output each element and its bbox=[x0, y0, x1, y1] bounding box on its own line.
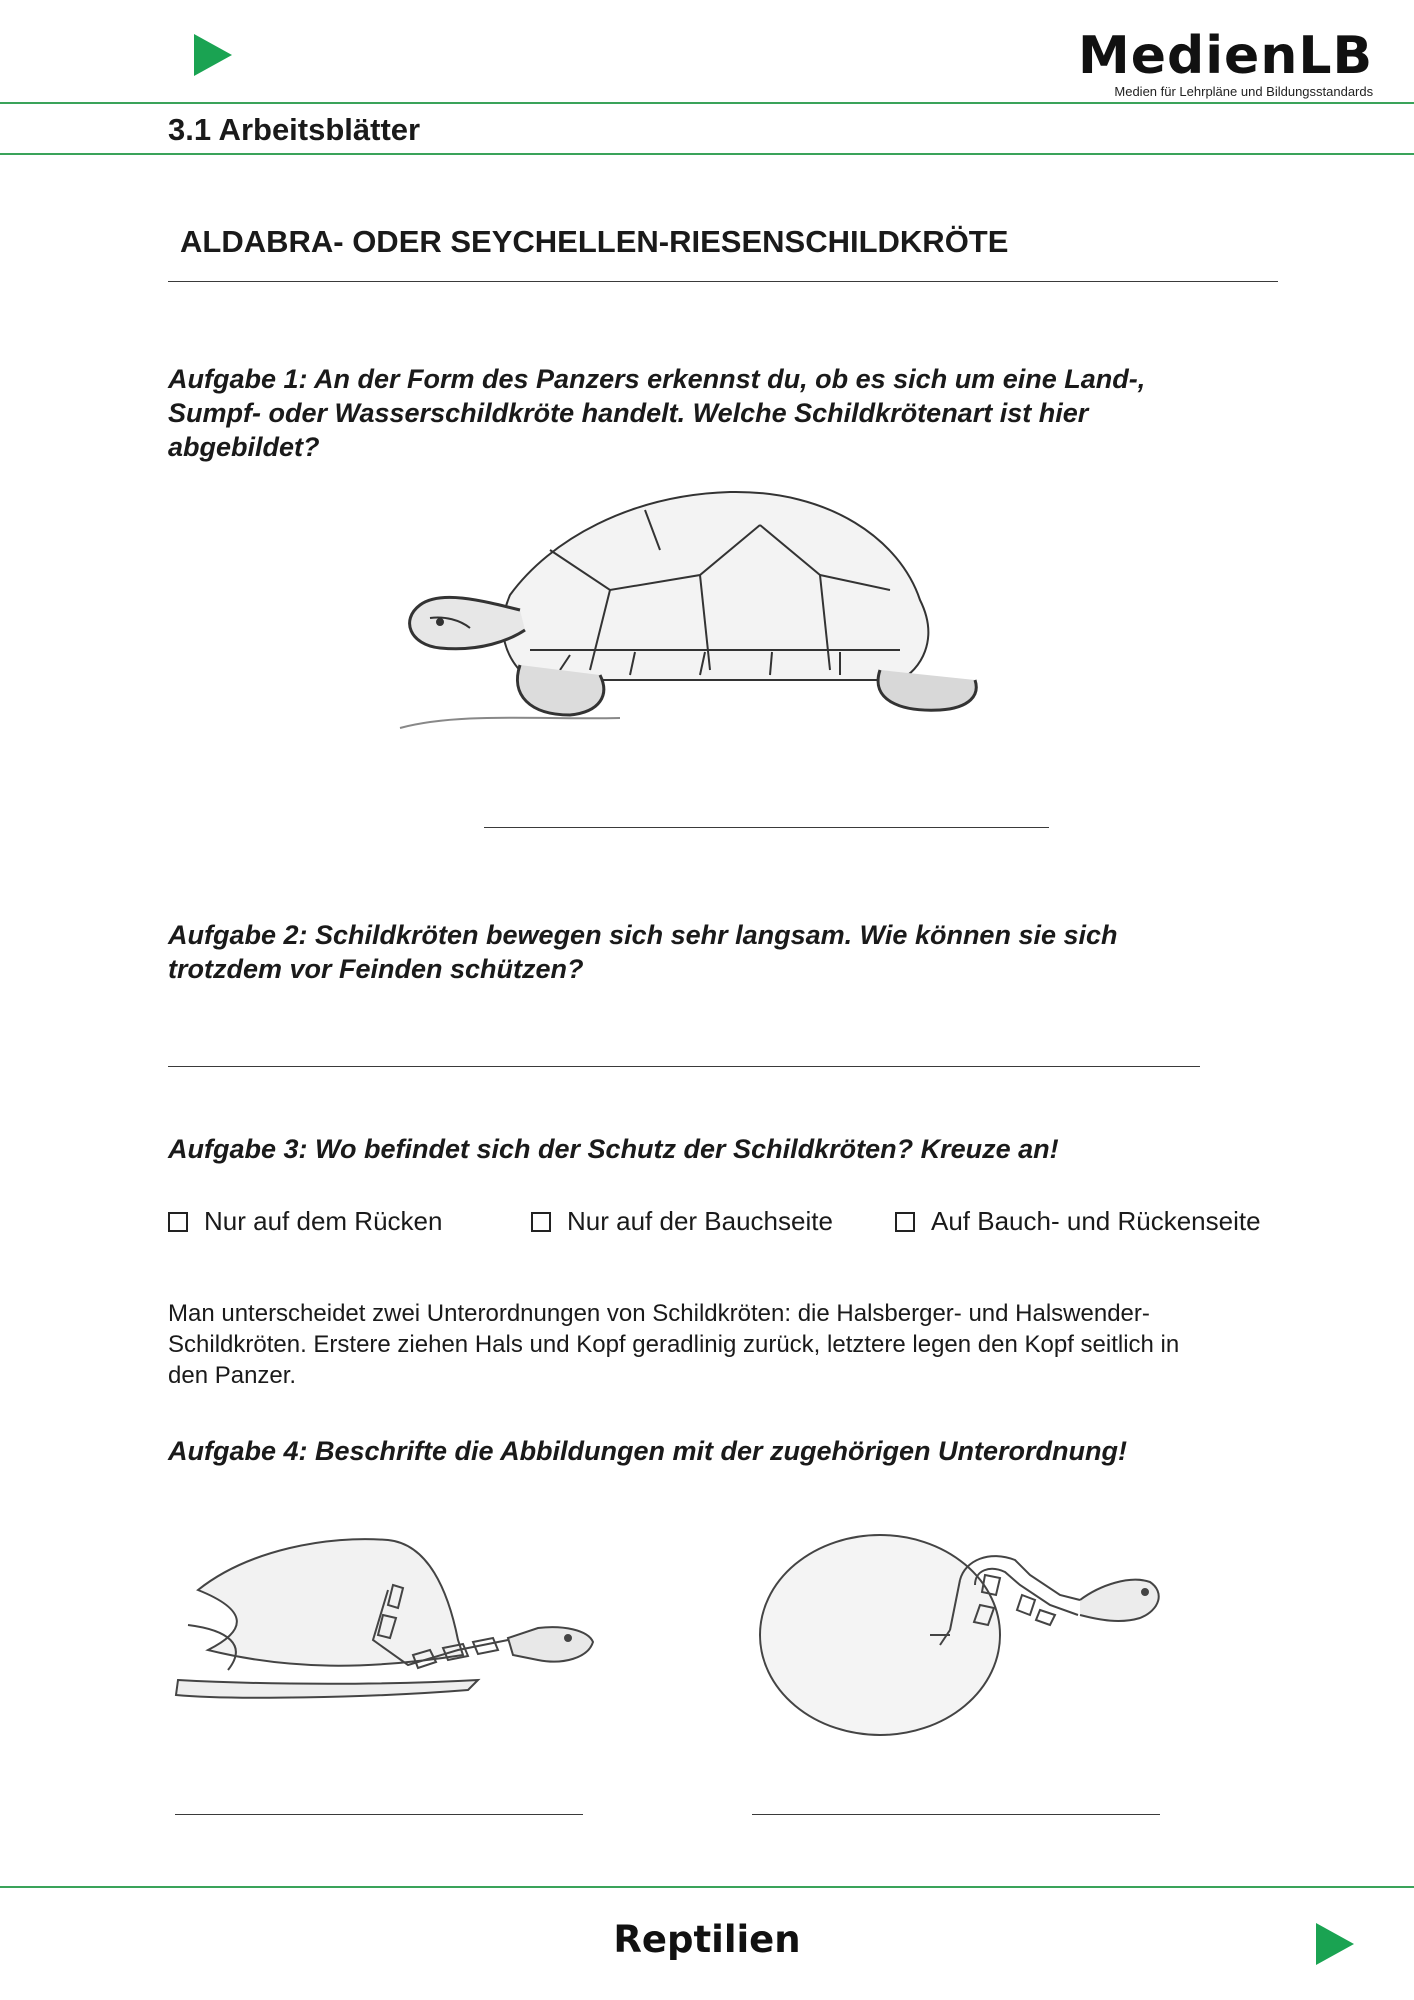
footer-title: Reptilien bbox=[613, 1918, 801, 1961]
task-1-line: abgebildet? bbox=[168, 432, 320, 462]
task-2 bbox=[168, 918, 1288, 986]
task-2-line: trotzdem vor Feinden schützen? bbox=[168, 954, 584, 984]
info-line: den Panzer. bbox=[168, 1362, 297, 1389]
info-line: Man unterscheidet zwei Unterordnungen von Schildkröten: die Halsberger- und Halswender- bbox=[168, 1300, 1150, 1327]
section-heading: 3.1 Arbeitsblätter bbox=[168, 112, 421, 147]
checkbox-icon[interactable] bbox=[531, 1212, 551, 1232]
answer-line-task-2[interactable] bbox=[168, 1066, 1200, 1067]
footer-rule bbox=[0, 1886, 1414, 1888]
play-triangle-icon[interactable] bbox=[194, 34, 232, 76]
task-1-line: Sumpf- oder Wasserschildkröte handelt. Welche Schildkrötenart ist hier bbox=[168, 398, 1089, 428]
answer-line-task-1[interactable] bbox=[484, 827, 1049, 828]
info-paragraph bbox=[168, 1298, 1298, 1391]
side-neck-turtle-illustration bbox=[760, 1520, 1180, 1740]
task-2-line: Aufgabe 2: Schildkröten bewegen sich sehr langsam. Wie können sie sich bbox=[168, 920, 1118, 950]
checkbox-icon[interactable] bbox=[895, 1212, 915, 1232]
header-rule-bottom bbox=[0, 153, 1414, 155]
task-3: Aufgabe 3: Wo befindet sich der Schutz der Schildkröten? Kreuze an! bbox=[168, 1134, 1059, 1164]
tortoise-illustration bbox=[400, 480, 1040, 750]
header-rule-top bbox=[0, 102, 1414, 104]
info-line: Schildkröten. Erstere ziehen Hals und Kopf geradlinig zurück, letztere legen den Kopf seitlich in bbox=[168, 1331, 1180, 1358]
answer-line-task-4-left[interactable] bbox=[175, 1814, 583, 1815]
option-label: Nur auf dem Rücken bbox=[204, 1206, 443, 1236]
checkbox-icon[interactable] bbox=[168, 1212, 188, 1232]
answer-line-task-4-right[interactable] bbox=[752, 1814, 1160, 1815]
option-both[interactable] bbox=[895, 1206, 1261, 1237]
task-1 bbox=[168, 362, 1288, 464]
logo-subtitle: Medien für Lehrpläne und Bildungsstandards bbox=[1114, 84, 1374, 99]
task-1-line: Aufgabe 1: An der Form des Panzers erkennst du, ob es sich um eine Land-, bbox=[168, 364, 1146, 394]
option-label: Nur auf der Bauchseite bbox=[567, 1206, 833, 1236]
publisher-logo bbox=[1078, 26, 1374, 99]
worksheet-title: ALDABRA- ODER SEYCHELLEN-RIESENSCHILDKRÖTE bbox=[180, 224, 1009, 259]
title-underline bbox=[168, 281, 1278, 282]
option-label: Auf Bauch- und Rückenseite bbox=[931, 1206, 1261, 1236]
option-belly[interactable] bbox=[531, 1206, 833, 1237]
hidden-neck-turtle-illustration bbox=[168, 1530, 608, 1740]
logo-title: MedienLB bbox=[1078, 26, 1374, 86]
option-back[interactable] bbox=[168, 1206, 442, 1237]
task-4: Aufgabe 4: Beschrifte die Abbildungen mit der zugehörigen Unterordnung! bbox=[168, 1436, 1128, 1466]
play-triangle-icon[interactable] bbox=[1316, 1923, 1354, 1965]
